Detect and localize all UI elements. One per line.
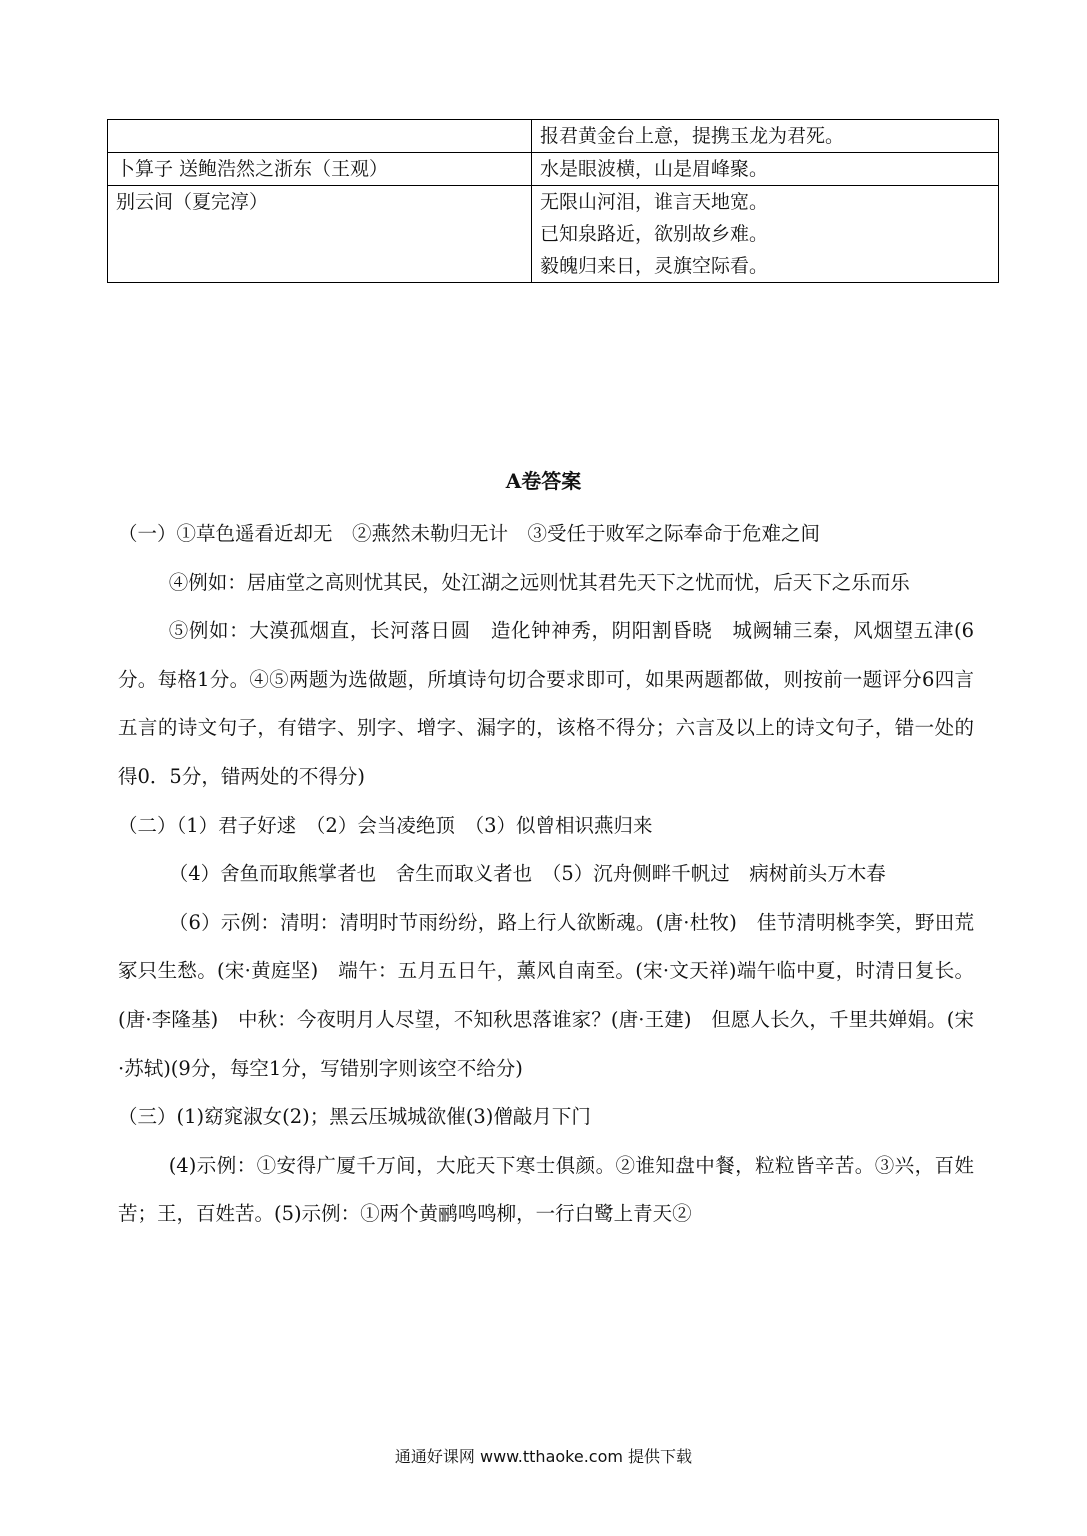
answer-paragraph: （二）（1）君子好逑 （2）会当凌绝顶 （3）似曾相识燕归来 — [118, 813, 653, 837]
table-row — [108, 153, 999, 186]
poem-lines-cell — [532, 186, 999, 283]
poem-line: 已知泉路近，欲别故乡难。 — [540, 223, 769, 245]
poem-table — [107, 119, 999, 283]
answer-body — [118, 510, 974, 1239]
answer-paragraph: （6）示例：清明：清明时节雨纷纷，路上行人欲断魂。(唐·杜牧) 佳节清明桃李笑，野田荒冢只生愁。(宋·黄庭坚) 端午：五月五日午，薰风自南至。(宋·文天祥)端午临中夏，时清日复长。(唐·李隆基) 中秋：今夜明月人尽望，不知秋思落谁家？(唐·王建) 但愿人长久，千里共婵娟。(宋·苏轼)(9分，每空1分，写错别字则该空不给分) — [118, 910, 974, 1080]
answer-paragraph: ④例如：居庙堂之高则忧其民，处江湖之远则忧其君先天下之忧而忧，后天下之乐而乐 — [168, 570, 910, 594]
page-footer: 通通好课网 www.tthaoke.com 提供下载 — [394, 1447, 693, 1466]
poem-line: 水是眼波横，山是眉峰聚。 — [540, 158, 769, 180]
answer-paragraph: （4）舍鱼而取熊掌者也 舍生而取义者也 （5）沉舟侧畔千帆过 病树前头万木春 — [168, 862, 886, 886]
poem-line: 无限山河泪，谁言天地宽。 — [540, 191, 769, 213]
table-row — [108, 186, 999, 283]
poem-lines-cell — [532, 120, 999, 153]
poem-lines-cell — [532, 153, 999, 186]
poem-title-cell — [108, 120, 532, 153]
answer-paragraph: (4)示例：①安得广厦千万间，大庇天下寒士俱颜。②谁知盘中餐，粒粒皆辛苦。③兴，百姓苦；王，百姓苦。(5)示例：①两个黄鹂鸣鸣柳，一行白鹭上青天② — [118, 1153, 974, 1226]
poem-line: 毅魄归来日，灵旗空际看。 — [540, 255, 769, 277]
poem-line: 报君黄金台上意，提携玉龙为君死。 — [540, 125, 845, 147]
table-row — [108, 120, 999, 153]
answer-paragraph: ⑤例如：大漠孤烟直，长河落日圆 造化钟神秀，阴阳割昏晓 城阙辅三秦，风烟望五津(6分。每格1分。④⑤两题为选做题，所填诗句切合要求即可，如果两题都做，则按前一题评分6四言五言的诗文句子，有错字、别字、增字、漏字的，该格不得分；六言及以上的诗文句子，错一处的得0．5分，错两处的不得分) — [118, 619, 974, 788]
answer-paragraph: （一）①草色遥看近却无 ②燕然未勒归无计 ③受任于败军之际奉命于危难之间 — [118, 522, 821, 545]
answer-section-title: A卷答案 — [505, 469, 582, 493]
answer-paragraph: （三）(1)窈窕淑女(2)；黑云压城城欲催(3)僧敲月下门 — [118, 1105, 591, 1129]
poem-title-cell: 别云间（夏完淳） — [108, 186, 532, 283]
poem-title-cell: 卜算子 送鲍浩然之浙东（王观） — [108, 153, 532, 186]
